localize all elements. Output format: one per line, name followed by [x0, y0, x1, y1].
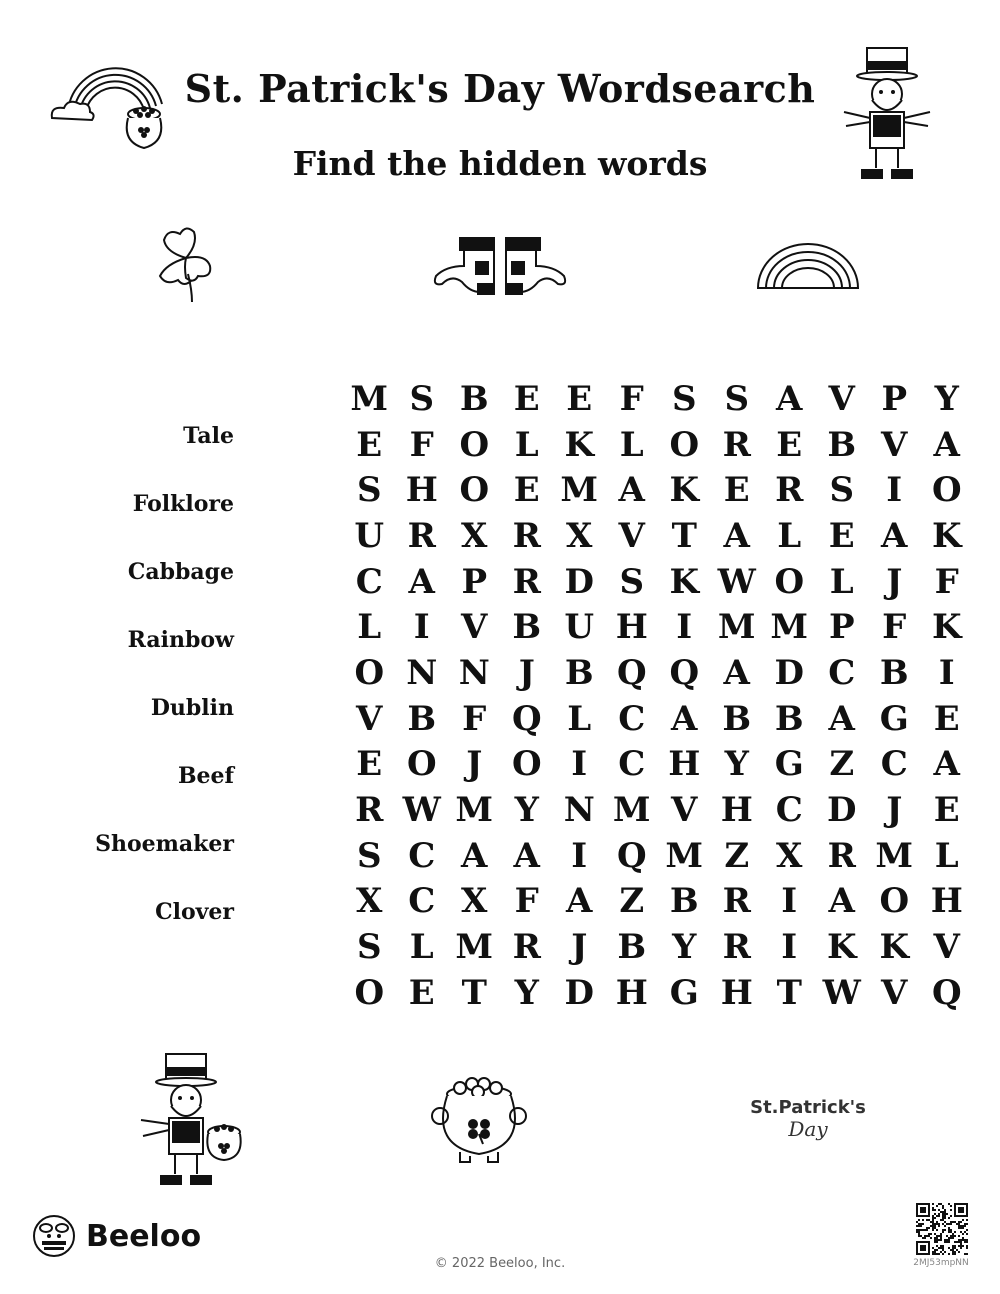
- grid-letter: P: [881, 378, 908, 419]
- grid-letter: R: [722, 881, 751, 922]
- grid-letter: B: [407, 698, 437, 739]
- qr-code-icon: [916, 1203, 968, 1255]
- grid-letter: S: [409, 378, 435, 419]
- grid-letter: Q: [616, 835, 647, 876]
- grid-letter: O: [354, 652, 385, 693]
- grid-letter: S: [829, 470, 855, 511]
- grid-letter: A: [828, 698, 855, 739]
- word-list-item: Folklore: [132, 491, 234, 517]
- grid-letter: A: [723, 652, 750, 693]
- copyright: © 2022 Beeloo, Inc.: [434, 1256, 566, 1271]
- grid-letter: R: [512, 927, 541, 968]
- word-list-item: Rainbow: [127, 627, 234, 653]
- grid-letter: F: [409, 424, 434, 465]
- grid-letter: C: [880, 744, 908, 785]
- grid-letter: K: [826, 927, 857, 968]
- word-list-item: Clover: [155, 899, 234, 925]
- qr-id: 2MJ53mpNN: [913, 1258, 969, 1268]
- grid-letter: O: [511, 744, 542, 785]
- grid-letter: Z: [619, 881, 645, 922]
- grid-letter: L: [409, 927, 434, 968]
- grid-letter: E: [566, 378, 593, 419]
- grid-letter: V: [933, 927, 960, 968]
- word-list-item: Beef: [177, 763, 234, 789]
- grid-letter: R: [407, 515, 436, 556]
- grid-letter: U: [564, 607, 595, 648]
- grid-letter: R: [722, 927, 751, 968]
- grid-letter: A: [408, 561, 435, 602]
- leprechaun-shoes-icon: [430, 234, 570, 298]
- grid-letter: A: [881, 515, 908, 556]
- grid-letter: H: [615, 972, 648, 1013]
- grid-letter: W: [717, 561, 756, 602]
- grid-letter: L: [934, 835, 959, 876]
- grid-letter: K: [669, 561, 700, 602]
- grid-letter: E: [933, 698, 960, 739]
- grid-letter: C: [828, 652, 856, 693]
- grid-letter: K: [879, 927, 910, 968]
- grid-letter: A: [776, 378, 803, 419]
- grid-letter: A: [723, 515, 750, 556]
- shamrock-icon: [152, 224, 222, 306]
- grid-letter: S: [724, 378, 750, 419]
- grid-letter: M: [875, 835, 914, 876]
- grid-letter: H: [720, 972, 753, 1013]
- grid-letter: E: [828, 515, 855, 556]
- rainbow-cloud-pot-icon: [44, 64, 180, 156]
- leprechaun-with-pot-icon: [130, 1048, 248, 1188]
- grid-letter: F: [882, 607, 907, 648]
- grid-letter: A: [828, 881, 855, 922]
- pot-of-gold-icon: [426, 1072, 532, 1166]
- grid-letter: F: [934, 561, 959, 602]
- grid-letter: Y: [672, 927, 697, 968]
- grid-letter: M: [455, 790, 494, 831]
- grid-letter: I: [413, 607, 430, 648]
- grid-letter: K: [669, 470, 700, 511]
- grid-letter: E: [723, 470, 750, 511]
- grid-letter: O: [459, 424, 490, 465]
- grid-letter: P: [461, 561, 488, 602]
- grid-letter: V: [881, 424, 908, 465]
- grid-letter: Q: [616, 652, 647, 693]
- grid-letter: B: [459, 378, 489, 419]
- grid-letter: E: [513, 470, 540, 511]
- grid-letter: S: [356, 835, 382, 876]
- grid-letter: I: [781, 881, 798, 922]
- word-list-item: Cabbage: [127, 559, 234, 585]
- grid-letter: J: [466, 744, 483, 785]
- grid-letter: V: [461, 607, 488, 648]
- grid-letter: Q: [931, 972, 962, 1013]
- grid-letter: M: [455, 927, 494, 968]
- grid-letter: R: [512, 515, 541, 556]
- grid-letter: Z: [724, 835, 750, 876]
- grid-letter: D: [827, 790, 857, 831]
- grid-letter: K: [931, 607, 962, 648]
- grid-letter: G: [879, 698, 909, 739]
- grid-letter: O: [931, 470, 962, 511]
- grid-letter: H: [720, 790, 753, 831]
- grid-letter: X: [776, 835, 803, 876]
- grid-letter: G: [774, 744, 804, 785]
- grid-letter: F: [462, 698, 487, 739]
- letter-grid: [343, 376, 973, 1016]
- grid-letter: E: [356, 424, 383, 465]
- word-list-item: Dublin: [150, 695, 234, 721]
- grid-letter: M: [770, 607, 809, 648]
- grid-letter: I: [571, 744, 588, 785]
- grid-letter: Y: [514, 790, 539, 831]
- brand: [32, 1214, 201, 1258]
- grid-letter: L: [567, 698, 592, 739]
- grid-letter: N: [458, 652, 490, 693]
- grid-letter: S: [356, 927, 382, 968]
- grid-letter: T: [776, 972, 802, 1013]
- grid-letter: O: [774, 561, 805, 602]
- grid-letter: S: [619, 561, 645, 602]
- grid-letter: O: [879, 881, 910, 922]
- grid-letter: J: [571, 927, 588, 968]
- page-subtitle: Find the hidden words: [292, 144, 708, 183]
- grid-letter: A: [933, 744, 960, 785]
- grid-letter: X: [461, 515, 488, 556]
- grid-letter: L: [829, 561, 854, 602]
- rainbow-icon: [752, 240, 864, 292]
- grid-letter: B: [827, 424, 857, 465]
- grid-letter: Y: [934, 378, 959, 419]
- grid-letter: A: [618, 470, 645, 511]
- grid-letter: M: [612, 790, 651, 831]
- grid-letter: R: [355, 790, 384, 831]
- word-list: [95, 418, 234, 962]
- leprechaun-icon: [830, 42, 944, 182]
- grid-letter: J: [886, 790, 903, 831]
- badge-line2: Day: [788, 1117, 828, 1141]
- grid-letter: I: [571, 835, 588, 876]
- grid-letter: K: [931, 515, 962, 556]
- grid-letter: C: [775, 790, 803, 831]
- grid-letter: M: [560, 470, 599, 511]
- grid-letter: F: [514, 881, 539, 922]
- grid-letter: B: [617, 927, 647, 968]
- grid-letter: D: [564, 561, 594, 602]
- grid-letter: X: [356, 881, 383, 922]
- grid-letter: O: [354, 972, 385, 1013]
- grid-letter: R: [722, 424, 751, 465]
- grid-letter: C: [355, 561, 383, 602]
- grid-letter: L: [619, 424, 644, 465]
- grid-letter: I: [886, 470, 903, 511]
- grid-letter: D: [564, 972, 594, 1013]
- grid-letter: A: [461, 835, 488, 876]
- grid-letter: X: [566, 515, 593, 556]
- grid-letter: A: [933, 424, 960, 465]
- grid-letter: J: [886, 561, 903, 602]
- grid-letter: N: [563, 790, 595, 831]
- grid-letter: R: [512, 561, 541, 602]
- grid-letter: D: [774, 652, 804, 693]
- grid-letter: K: [564, 424, 595, 465]
- grid-letter: B: [879, 652, 909, 693]
- grid-letter: R: [775, 470, 804, 511]
- brand-name: Beeloo: [86, 1218, 202, 1254]
- grid-letter: O: [459, 470, 490, 511]
- grid-letter: Y: [514, 972, 539, 1013]
- grid-letter: B: [774, 698, 804, 739]
- grid-letter: L: [777, 515, 802, 556]
- grid-letter: F: [619, 378, 644, 419]
- grid-letter: E: [776, 424, 803, 465]
- st-patricks-day-badge: [748, 1098, 868, 1148]
- grid-letter: B: [669, 881, 699, 922]
- grid-letter: I: [938, 652, 955, 693]
- word-list-item: Tale: [183, 423, 234, 449]
- grid-letter: E: [356, 744, 383, 785]
- grid-letter: T: [671, 515, 697, 556]
- grid-letter: V: [618, 515, 645, 556]
- badge-line1: St.Patrick's: [750, 1097, 866, 1118]
- grid-letter: H: [615, 607, 648, 648]
- grid-letter: C: [408, 835, 436, 876]
- grid-letter: Q: [669, 652, 700, 693]
- bee-logo-icon: [32, 1214, 76, 1258]
- grid-letter: O: [669, 424, 700, 465]
- grid-letter: N: [406, 652, 438, 693]
- word-list-item: Shoemaker: [95, 831, 234, 857]
- grid-letter: S: [356, 470, 382, 511]
- grid-letter: I: [781, 927, 798, 968]
- grid-letter: R: [827, 835, 856, 876]
- grid-letter: H: [668, 744, 701, 785]
- grid-letter: A: [671, 698, 698, 739]
- grid-letter: A: [513, 835, 540, 876]
- grid-letter: Q: [511, 698, 542, 739]
- grid-letter: L: [357, 607, 382, 648]
- grid-letter: V: [671, 790, 698, 831]
- grid-letter: W: [402, 790, 441, 831]
- grid-letter: J: [518, 652, 535, 693]
- grid-letter: X: [461, 881, 488, 922]
- page-title: St. Patrick's Day Wordsearch: [184, 66, 816, 111]
- grid-letter: M: [717, 607, 756, 648]
- grid-letter: C: [408, 881, 436, 922]
- grid-letter: M: [350, 378, 389, 419]
- grid-letter: Y: [724, 744, 749, 785]
- grid-letter: L: [514, 424, 539, 465]
- grid-letter: H: [930, 881, 963, 922]
- grid-letter: E: [933, 790, 960, 831]
- grid-letter: H: [405, 470, 438, 511]
- grid-letter: C: [618, 744, 646, 785]
- grid-letter: S: [671, 378, 697, 419]
- grid-letter: A: [566, 881, 593, 922]
- grid-letter: P: [828, 607, 855, 648]
- grid-letter: V: [828, 378, 855, 419]
- grid-letter: I: [676, 607, 693, 648]
- grid-letter: V: [881, 972, 908, 1013]
- grid-letter: B: [722, 698, 752, 739]
- grid-letter: E: [513, 378, 540, 419]
- grid-letter: E: [408, 972, 435, 1013]
- grid-letter: W: [822, 972, 861, 1013]
- grid-letter: M: [665, 835, 704, 876]
- grid-letter: B: [564, 652, 594, 693]
- grid-letter: T: [461, 972, 487, 1013]
- grid-letter: U: [354, 515, 385, 556]
- grid-letter: V: [356, 698, 383, 739]
- grid-letter: O: [406, 744, 437, 785]
- grid-letter: C: [618, 698, 646, 739]
- grid-letter: G: [669, 972, 699, 1013]
- grid-letter: Z: [829, 744, 855, 785]
- grid-letter: B: [512, 607, 542, 648]
